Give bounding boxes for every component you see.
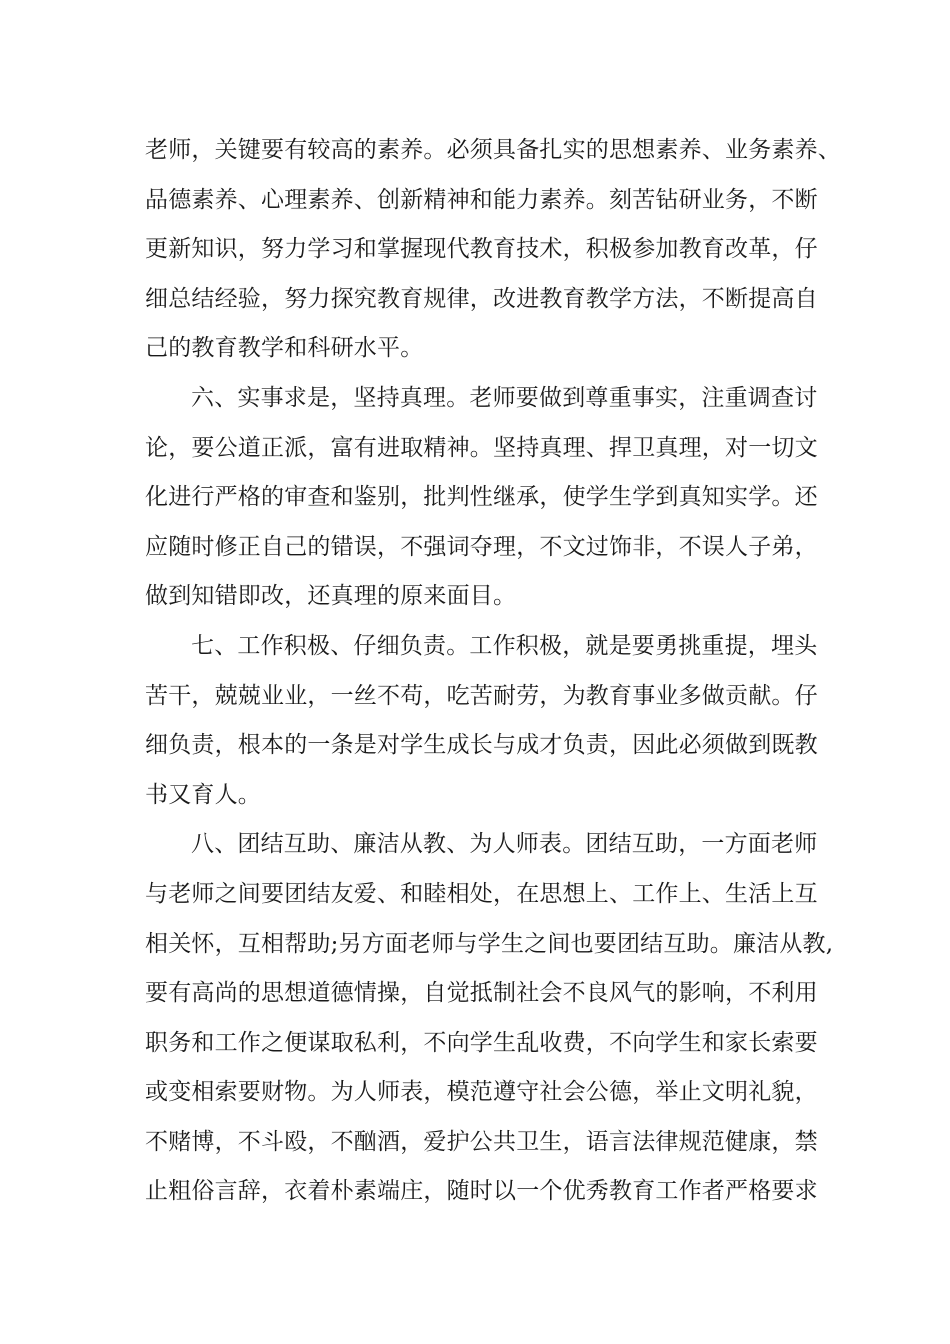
text-line: 老师，关键要有较高的素养。必须具备扎实的思想素养、业务素养、 <box>145 137 841 163</box>
text-line: 细负责，根本的一条是对学生成长与成才负责，因此必须做到既教 <box>145 732 818 759</box>
text-line: 与老师之间要团结友爱、和睦相处，在思想上、工作上、生活上互 <box>145 880 818 907</box>
text-line: 做到知错即改，还真理的原来面目。 <box>145 583 517 610</box>
text-line: 化进行严格的审查和鉴别，批判性继承，使学生学到真知实学。还 <box>145 484 818 511</box>
text-line: 要有高尚的思想道德情操，自觉抵制社会不良风气的影响，不利用 <box>145 980 818 1007</box>
text-line: 品德素养、心理素养、创新精神和能力素养。刻苦钻研业务，不断 <box>145 186 818 213</box>
text-line: 论，要公道正派，富有进取精神。坚持真理、捍卫真理，对一切文 <box>145 434 818 461</box>
text-line: 更新知识，努力学习和掌握现代教育技术，积极参加教育改革，仔 <box>145 236 818 263</box>
text-line: 或变相索要财物。为人师表，模范遵守社会公德，举止文明礼貌， <box>145 1079 818 1106</box>
text-line: 应随时修正自己的错误，不强词夺理，不文过饰非，不误人子弟， <box>145 533 818 560</box>
text-line: 职务和工作之便谋取私利，不向学生乱收费，不向学生和家长索要 <box>145 1029 818 1056</box>
paragraph-seven-first-line: 七、工作积极、仔细负责。工作积极，就是要勇挑重提，埋头 <box>191 632 818 659</box>
text-line: 止粗俗言辞，衣着朴素端庄，随时以一个优秀教育工作者严格要求 <box>145 1178 818 1205</box>
text-line: 书又育人。 <box>145 781 261 808</box>
document-body <box>145 126 841 1217</box>
text-line: 相关怀，互相帮助;另方面老师与学生之间也要团结互助。廉洁从教, <box>145 930 834 957</box>
paragraph-eight-first-line: 八、团结互助、廉洁从教、为人师表。团结互助，一方面老师 <box>191 831 818 858</box>
text-line: 苦干，兢兢业业，一丝不苟，吃苦耐劳，为教育事业多做贡献。仔 <box>145 682 818 709</box>
text-line: 不赌博，不斗殴，不酗酒，爱护公共卫生，语言法律规范健康，禁 <box>145 1128 818 1155</box>
text-line: 细总结经验，努力探究教育规律，改进教育教学方法，不断提高自 <box>145 285 818 312</box>
text-line: 己的教育教学和科研水平。 <box>145 335 424 362</box>
paragraph-six-first-line: 六、实事求是，坚持真理。老师要做到尊重事实，注重调查讨 <box>191 384 818 411</box>
